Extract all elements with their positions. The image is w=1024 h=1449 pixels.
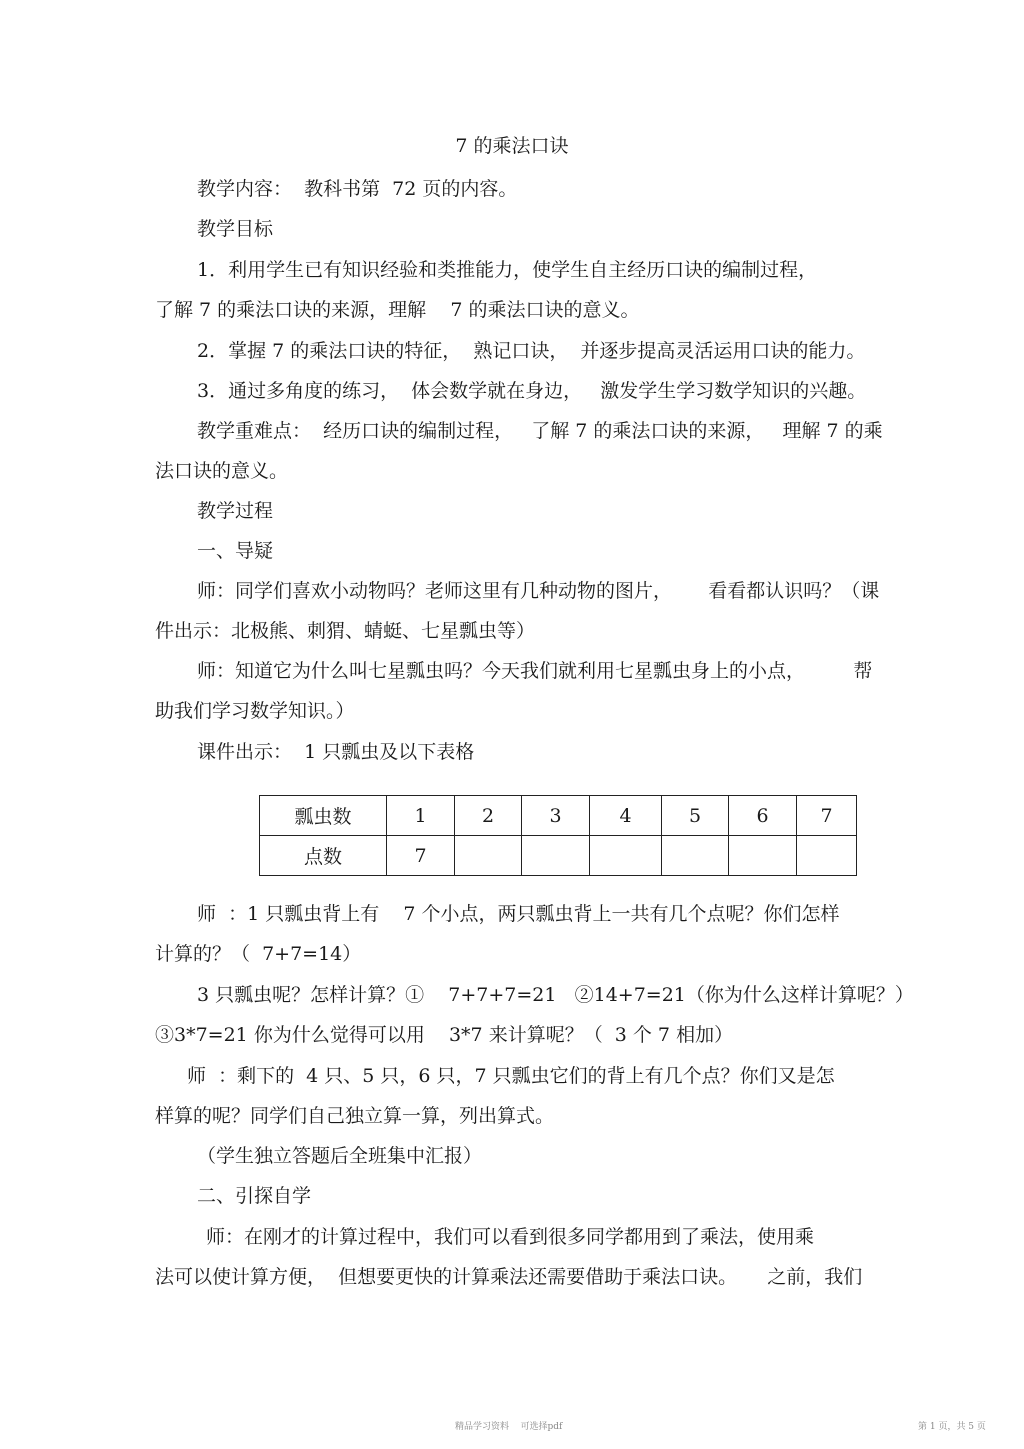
paragraph-line: 计算的？（ 7+7=14） xyxy=(155,943,362,965)
paragraph-line: 师：在刚才的计算过程中，我们可以看到很多同学都用到了乘法，使用乘 xyxy=(206,1226,815,1248)
heading-process: 教学过程 xyxy=(197,500,274,522)
paragraph-line: 3 只瓢虫呢？怎样计算？① 7+7+7=21 ②14+7=21（你为什么这样计算呢？） xyxy=(197,984,914,1006)
section-1-heading: 一、导疑 xyxy=(197,540,274,562)
table-cell xyxy=(729,836,797,876)
footer-source: 精品学习资料 可选择pdf xyxy=(455,1422,563,1432)
paragraph-line: 件出示：北极熊、刺猬、蜻蜓、七星瓢虫等） xyxy=(155,620,536,642)
key-points-line-2: 法口诀的意义。 xyxy=(155,460,289,482)
paragraph-line: ③3*7=21 你为什么觉得可以用 3*7 来计算呢？（ 3 个 7 相加） xyxy=(155,1024,734,1046)
footer-page-number: 第 1 页，共 5 页 xyxy=(918,1422,986,1432)
paragraph-line: 课件出示： 1 只瓢虫及以下表格 xyxy=(197,741,475,763)
table-cell xyxy=(590,836,662,876)
goal-2: 2．掌握 7 的乘法口诀的特征， 熟记口诀， 并逐步提高灵活运用口诀的能力。 xyxy=(197,340,866,362)
table-cell xyxy=(797,836,857,876)
table-cell: 1 xyxy=(387,796,455,836)
table-cell: 2 xyxy=(455,796,522,836)
section-2-heading: 二、引探自学 xyxy=(197,1185,312,1207)
key-points-line-1: 教学重难点： 经历口诀的编制过程， 了解 7 的乘法口诀的来源， 理解 7 的乘 xyxy=(197,420,883,442)
paragraph-line: 样算的呢？同学们自己独立算一算，列出算式。 xyxy=(155,1105,555,1127)
table-cell xyxy=(522,836,590,876)
paragraph-line: 师：知道它为什么叫七星瓢虫吗？今天我们就利用七星瓢虫身上的小点， 帮 xyxy=(197,660,873,682)
table-cell: 7 xyxy=(797,796,857,836)
teaching-content: 教学内容： 教科书第 72 页的内容。 xyxy=(197,178,518,200)
table-cell: 6 xyxy=(729,796,797,836)
goal-1-line-1: 1．利用学生已有知识经验和类推能力，使学生自主经历口诀的编制过程， xyxy=(197,259,818,281)
ladybug-table xyxy=(259,795,857,876)
paragraph-line: 法可以使计算方便， 但想要更快的计算乘法还需要借助于乘法口诀。 之前，我们 xyxy=(155,1266,863,1288)
table-cell: 瓢虫数 xyxy=(260,796,387,836)
table-row xyxy=(260,796,857,836)
table-cell xyxy=(455,836,522,876)
table-cell: 5 xyxy=(662,796,729,836)
table-cell: 点数 xyxy=(260,836,387,876)
paragraph-line: 师：同学们喜欢小动物吗？老师这里有几种动物的图片， 看看都认识吗？（课 xyxy=(197,580,880,602)
paragraph-line: （学生独立答题后全班集中汇报） xyxy=(197,1145,483,1167)
table-cell: 4 xyxy=(590,796,662,836)
table-cell: 3 xyxy=(522,796,590,836)
table-cell: 7 xyxy=(387,836,455,876)
paragraph-line: 师 ：剩下的 4 只、5 只，6 只，7 只瓢虫它们的背上有几个点？你们又是怎 xyxy=(187,1065,835,1087)
table-row xyxy=(260,836,857,876)
goal-3: 3．通过多角度的练习， 体会数学就在身边， 激发学生学习数学知识的兴趣。 xyxy=(197,380,867,402)
paragraph-line: 师 ：1 只瓢虫背上有 7 个小点，两只瓢虫背上一共有几个点呢？你们怎样 xyxy=(197,903,840,925)
paragraph-line: 助我们学习数学知识。） xyxy=(155,700,355,722)
document-title: 7 的乘法口诀 xyxy=(455,135,569,157)
goal-1-line-2: 了解 7 的乘法口诀的来源，理解 7 的乘法口诀的意义。 xyxy=(155,299,640,321)
heading-goals: 教学目标 xyxy=(197,218,274,240)
table-cell xyxy=(662,836,729,876)
